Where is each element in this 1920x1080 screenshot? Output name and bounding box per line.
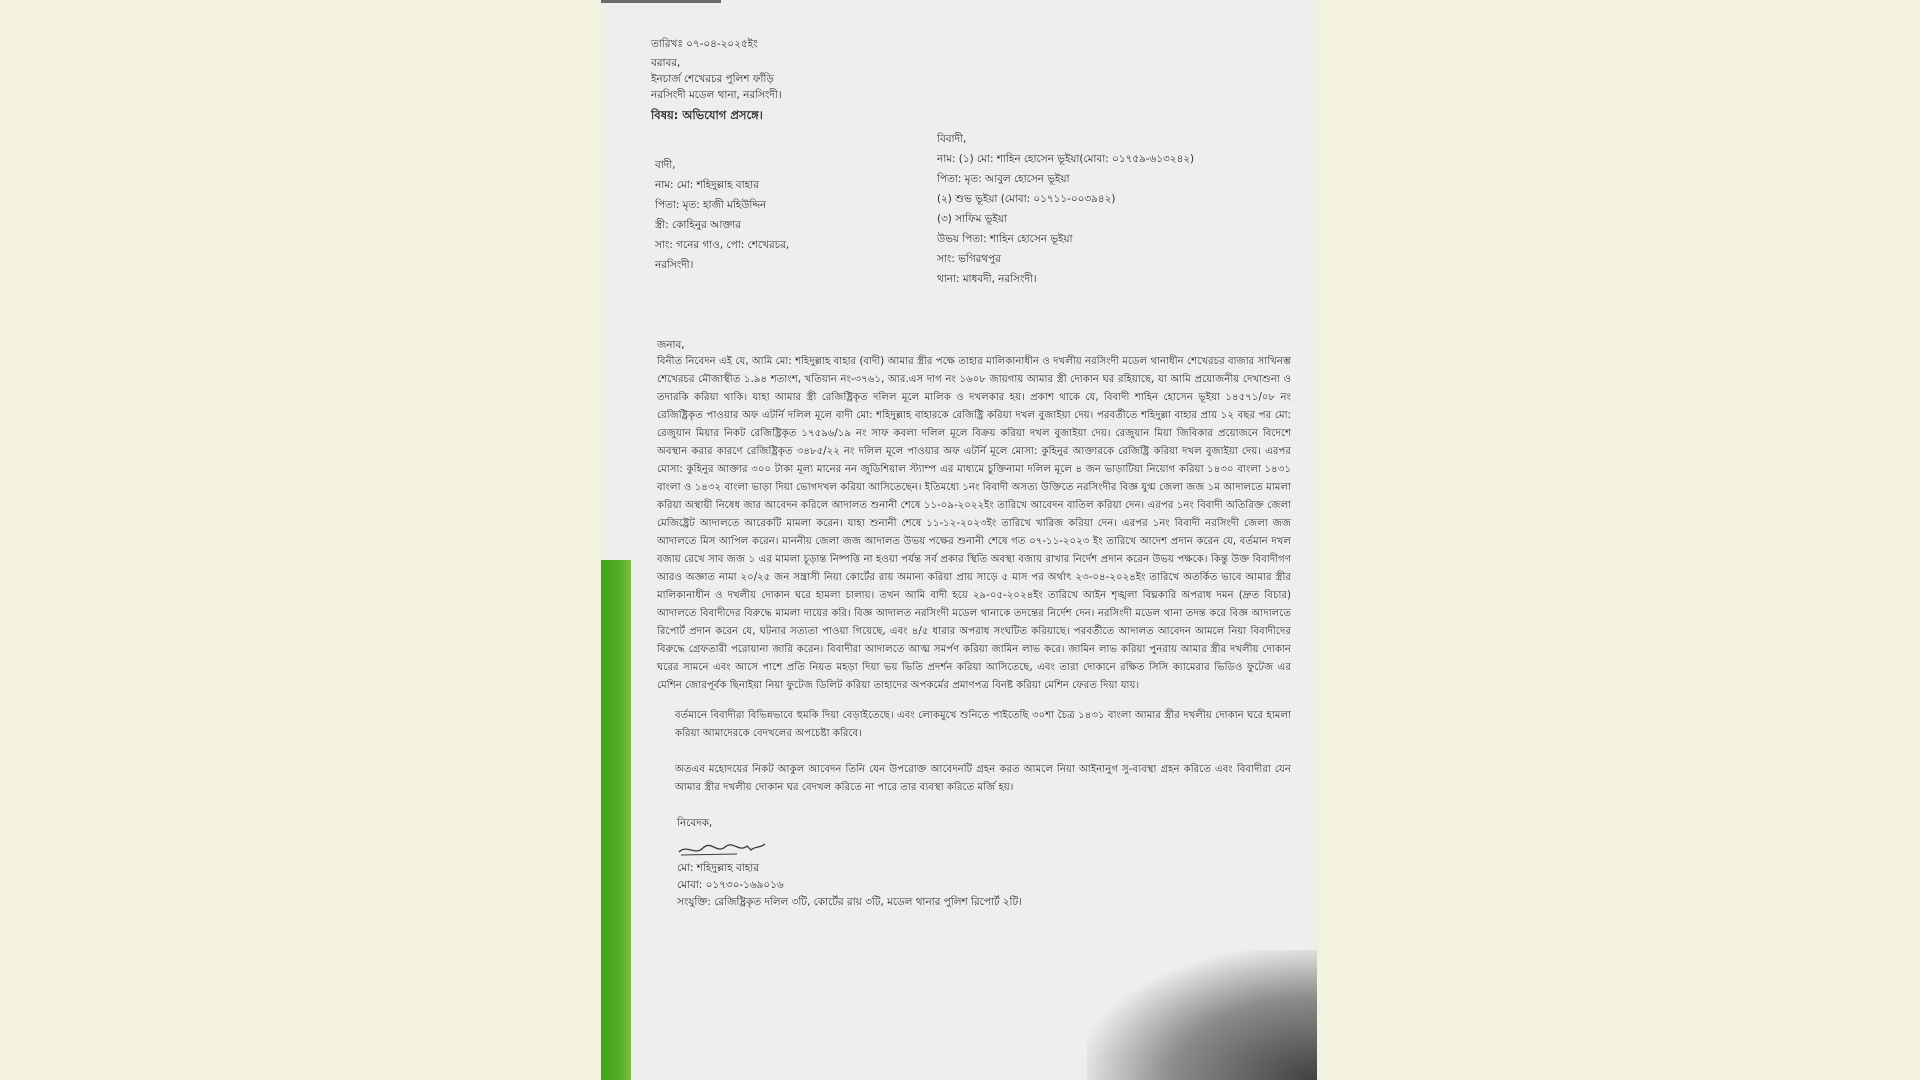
plaintiff-line: নাম: মো: শহিদুল্লাহ বাহার <box>655 179 759 191</box>
salutation: জনাব, <box>657 339 685 351</box>
defendant-line: সাং: ভগিরথপুর <box>937 253 1001 265</box>
recipient-block <box>651 55 1291 103</box>
document-photo <box>601 0 1317 1080</box>
defendant-line: উভয় পিতা: শাহিন হোসেন ভূইয়া <box>937 233 1073 245</box>
defendant-line: (৩) সাফিম ভূইয়া <box>937 213 1007 225</box>
sign-off: নিবেদক, <box>677 817 713 829</box>
plaintiff-block <box>655 155 955 275</box>
closing-block <box>677 815 1291 911</box>
photo-top-edge <box>601 0 721 3</box>
request-paragraph: অতএব মহোদয়ের নিকট আকুল আবেদন তিনি যেন উপরোক্ত আবেদনটি গ্রহন করত আমলে নিয়া আইনানুগ সু-ব্যবস্থা গ্রহন করিতে এবং বিবাদীরা যেন আমার স্ত্রীর দখলীয় দোকান ঘর বেদখল করিতে না পারে তার ব্যবস্থা করিতে মর্জি হয়। <box>675 764 1291 793</box>
threat-paragraph: বর্তমানে বিবাদীরা বিভিন্নভাবে হুমকি দিয়া বেড়াইতেছে। এবং লোকমুখে শুনিতে পাইতেছি ৩০শা চৈত্র ১৪৩১ বাংলা আমার স্ত্রীর দখলীয় দোকান ঘরে হামলা করিয়া আমাদেরকে বেদখলের অপচেষ্টা করিবে। <box>675 710 1291 739</box>
parties-block <box>651 129 1291 325</box>
recipient-line: বরাবর, <box>651 57 681 69</box>
defendant-line: থানা: মাধবদী, নরসিংদী। <box>937 273 1037 285</box>
plaintiff-line: পিতা: মৃত: হাজী মহিউদ্দিন <box>655 199 767 211</box>
signatory-name: মো: শহিদুল্লাহ বাহার <box>677 862 759 874</box>
photo-shadow <box>1087 950 1317 1080</box>
plaintiff-line: নরসিংদী। <box>655 259 694 271</box>
plaintiff-line: স্ত্রী: কোহিনুর আক্তার <box>655 219 742 231</box>
plaintiff-line: সাং: গনের গাও, পো: শেখেরচর, <box>655 239 790 251</box>
body-paragraph: বিনীত নিবেদন এই যে, আমি মো: শহিদুল্লাহ বাহার (বাদী) আমার স্ত্রীর পক্ষে তাহার মালিকানাধীন ও দখলীয় নরসিংদী মডেল থানাধীন শেখেরচর বাজার সাখিনম্ভ শেখেরচর মৌজাস্থীত ১.৯৪ শতাংশ, খতিয়ান নং-৩৭৬১, আর.এস দাগ নং ১৬০৮ জায়গায় আমার স্ত্রী দোকান ঘর রহিয়াছে, যা আমি প্রয়োজনীয় দেখাশুনা ও তদারকি করিয়া থাকি। যাহা আমার স্ত্রী রেজিষ্ট্রিকৃত দলিল মূলে মালিক ও দখলকার হয়। প্রকাশ থাকে যে, বিবাদী শাহিন হোসেন ভূইয়া ১৪৫৭১/০৮ নং রেজিষ্ট্রিকৃত পাওয়ার অফ এটর্নি দলিল মূলে বাদী মো: শহিদুল্লাহ বাহারকে রেজিষ্ট্রি করিয়া দখল বুজাইয়া দেয়। পরবর্তীতে শহিদুল্লা বাহার প্রায় ১২ বছর পর মো: রেজুয়ান মিয়ার নিকট রেজিষ্ট্রিকৃত ১৭৫৯৬/১৯ নং সাফ কবলা দলিল মূলে বিক্রয় করিয়া দখল বুজাইয়া দেয়। রেজুয়ান মিয়া জিবিকার প্রয়োজনে বিদেশে অবস্থান করার কারণে রেজিষ্ট্রিকৃত ৩৪৮৫/২২ নং দলিল মূলে পাওয়ার অফ এটর্নি মূলে মোসা: কুহিনুর আক্তারকে রেজিষ্ট্রি করিয়া দখল বুজাইয়া দেয়। এরপর মোসা: কুহিনুর আক্তার ৩০০ টাকা মূল্য মানের নন জুডিশিয়াল স্ট্যাম্প এর মাধ্যমে চুক্তিনামা দলিল মূলে ৪ জন ভাড়াটিয়া নিয়োগ করিয়া ১৪৩০ বাংলা ১৪৩১ বাংলা ও ১৪৩২ বাংলা ভাড়া দিয়া ভোগদখল করিয়া আসিতেছেন। ইতিমধ্যে ১নং বিবাদী অসত্য উক্তিতে নরসিংদীর বিজ্ঞ যুগ্ম জেলা জজ ১ম আদালতে মামলা করিয়া অস্থায়ী নিষেধ জার আবেদন করিলে আদালত শুনানী শেষে ১১-০৯-২০২২ইং তারিখে আবেদন বাতিল করিয়া দেন। এরপর ১নং বিবাদী অতিরিক্ত জেলা মেজিষ্ট্রেট আদালতে আরেকটি মামলা করেন। যাহা শুনানী শেষে ১১-১২-২০২৩ইং তারিখে খারিজ করিয়া দেন। এরপর ১নং বিবাদী নরসিংদী জেলা জজ আদালতে মিস আপিল করেন। মাননীয় জেলা জজ আদালত উভয় পক্ষের শুনানী শেষে গত ০৭-১১-২০২৩ ইং তারিখে আদেশ প্রদান করেন যে, বর্তমান দখল বজায় রেখে সাব জজ ১ এর মামলা চূড়ান্ত নিষ্পত্তি না হওয়া পর্যন্ত সর্ব প্রকার স্থিতি অবস্থা বজায় রাখার নির্দেশ প্রদান করেন উভয় পক্ষকে। কিন্তু উক্ত বিবাদীগণ আরও অজ্ঞাত নামা ২০/২৫ জন সন্ত্রাসী নিয়া কোর্টের রায় অমান্য করিয়া প্রায় সাড়ে ৫ মাস পর অর্থাৎ ২৩-০৪-২০২৪ইং তারিখে অতর্কিত ভাবে আমার স্ত্রীর মালিকানাধীন ও দখলীয় দোকান ঘরে হামলা চালায়। তখন আমি বাদী হয়ে ২৯-০৫-২০২৪ইং তারিখে আইন শৃঙ্খলা বিঘ্নকারি অপরাধ দমন (দ্রুত বিচার) আদালতে বিবাদীদের বিরুদ্ধে মামলা দায়ের করি। বিজ্ঞ আদালত নরসিংদী মডেল থানাকে তদন্তের নির্দেশ দেন। নরসিংদী মডেল থানা তদন্ত করে বিজ্ঞ আদালতে রিপোর্ট প্রদান করেন যে, ঘটনার সত্যতা পাওয়া গিয়েছে, এবং ৪/৫ ধারার অপরাধ সংঘটিত করিয়াছে। পরবর্তীতে আদালত আবেদন আমলে নিয়া বিবাদীদের বিরুদ্ধে গ্রেফতারী পরোয়ানা জারি করেন। বিবাদীরা আদালতে আত্ম সমর্পণ করিয়া জামিন লাভ করে। জামিন লাভ করিয়া পুনরায় আমার স্ত্রীর দখলীয় দোকান ঘরের সামনে এবং আসে পাশে প্রতি নিয়ত মহড়া দিয়া ভয় ভিতি প্রদর্শন করিয়া আসিতেছে, এবং তারা দোকানে রক্ষিত সিসি ক্যামেরার ভিডিও ফুটেজ এর মেশিন জোরপূর্বক ছিনাইয়া নিয়া ফুটেজ ডিলিট করিয়া তাহাদের অপকর্মের প্রমাণপত্র বিনষ্ট করিয়া মেশিন ফেরত দিয়া যায়। <box>657 356 1291 691</box>
recipient-line: ইনচার্জ শেখেরচর পুলিশ ফাঁড়ি <box>651 73 774 85</box>
letter-date: তারিখঃ ০৭-০৪-২০২৫ইং <box>651 38 758 50</box>
signatory-mobile: মোবা: ০১৭৩০-১৬৯০১৬ <box>677 879 784 891</box>
recipient-line: নরসিংদী মডেল থানা, নরসিংদী। <box>651 89 782 101</box>
green-table-edge <box>601 560 631 1080</box>
signature-mark <box>677 838 767 860</box>
plaintiff-line: বাদী, <box>655 159 676 171</box>
attachments-line: সংযুক্তি: রেজিষ্ট্রিকৃত দলিল ৩টি, কোর্টের রায় ৩টি, মডেল থানার পুলিশ রিপোর্ট ২টি। <box>677 896 1022 908</box>
defendant-line: বিবাদী, <box>937 133 967 145</box>
complaint-letter <box>651 36 1291 1076</box>
letter-subject: বিষয়: অভিযোগ প্রসঙ্গে। <box>651 108 763 122</box>
defendant-block <box>937 129 1267 289</box>
defendant-line: নাম: (১) মো: শাহিন হোসেন ভূইয়া(মোবা: ০১৭৫৯-৬১৩২৪২) <box>937 153 1195 165</box>
defendant-line: পিতা: মৃত: আবুল হোসেন ভূইয়া <box>937 173 1070 185</box>
defendant-line: (২) শুভ ভূইয়া (মোবা: ০১৭১১-০০৩৯৪২) <box>937 193 1116 205</box>
